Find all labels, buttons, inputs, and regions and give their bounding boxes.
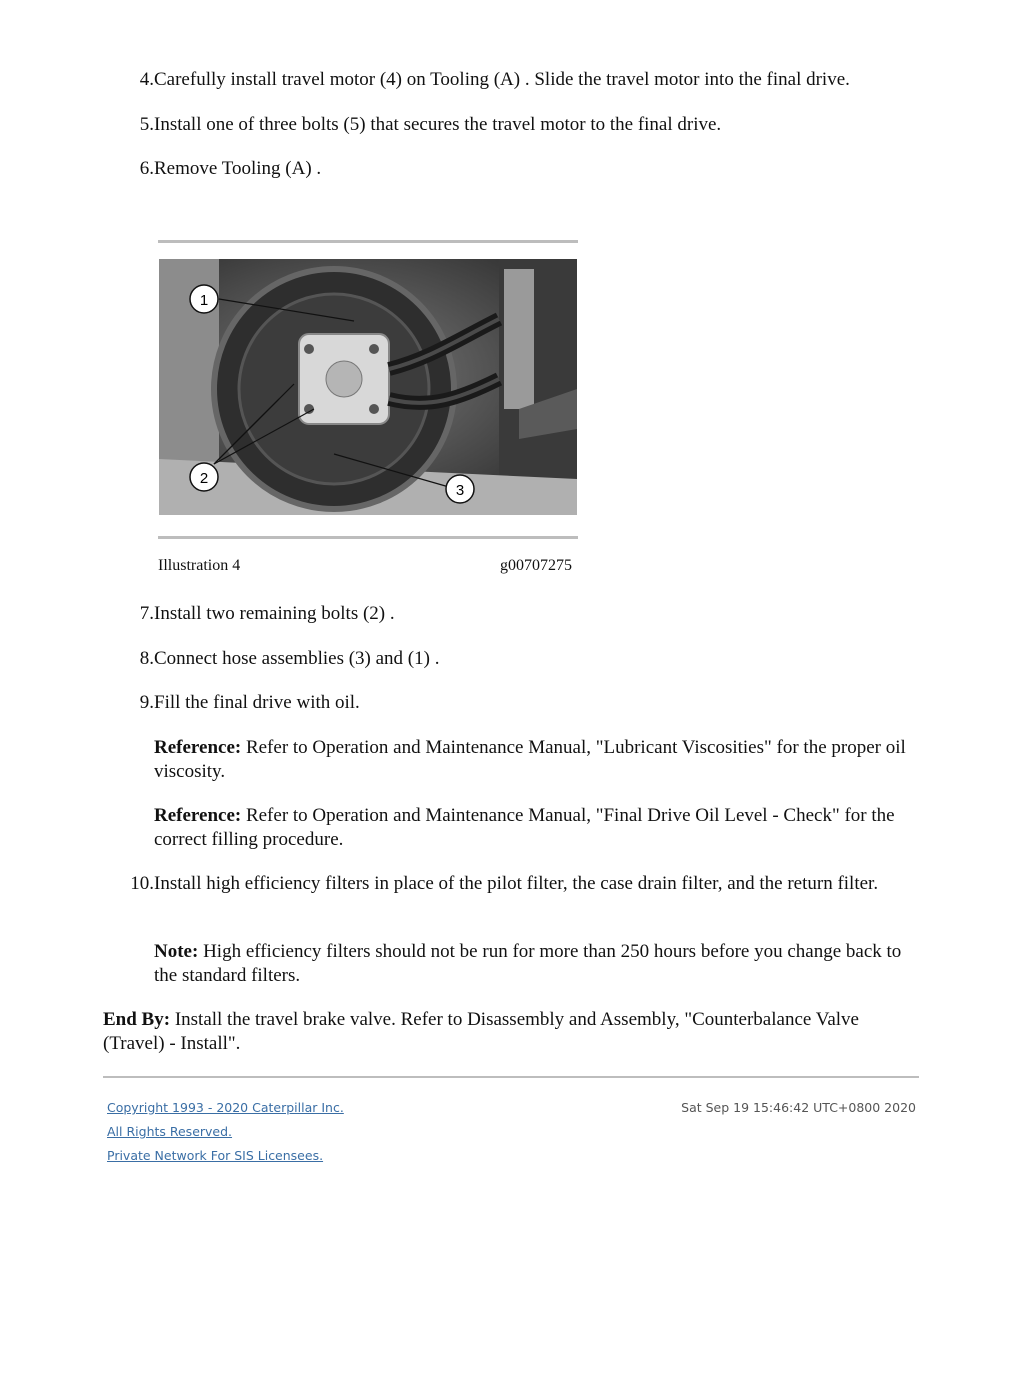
- figure-bottom-rule: [158, 536, 578, 539]
- step-number: 10.: [130, 873, 154, 894]
- step-text: Install high efficiency filters in place of the pilot filter, the case drain filter, and the return filter.: [154, 873, 879, 894]
- step-number: 4.: [139, 69, 154, 90]
- callout-3: [446, 475, 474, 503]
- step-number: 5.: [139, 114, 154, 135]
- step-text: Carefully install travel motor (4) on Tooling (A) . Slide the travel motor into the final drive.: [154, 69, 850, 90]
- end-by-label: End By:: [103, 1009, 171, 1030]
- reference-text: Refer to Operation and Maintenance Manual, "Final Drive Oil Level - Check" for the correct filling procedure.: [154, 805, 895, 850]
- end-by-text: Install the travel brake valve. Refer to Disassembly and Assembly, "Counterbalance Valve (Travel) - Install".: [103, 1009, 859, 1054]
- step-text: Install two remaining bolts (2) .: [154, 603, 395, 624]
- step-text: Install one of three bolts (5) that secures the travel motor to the final drive.: [154, 114, 722, 135]
- note-text: High efficiency filters should not be run for more than 250 hours before you change back to the standard filters.: [154, 941, 902, 986]
- step-text: Connect hose assemblies (3) and (1) .: [154, 648, 440, 669]
- step-number: 9.: [139, 692, 154, 713]
- reference-label: Reference:: [154, 737, 242, 758]
- callout-1: [190, 285, 218, 313]
- footer-rule: [103, 1076, 919, 1078]
- illustration-caption: Illustration 4: [158, 557, 241, 574]
- note-label: Note:: [154, 941, 199, 962]
- reference-oil-level: [154, 804, 914, 852]
- end-by: [103, 1008, 903, 1056]
- illustration-code: g00707275: [500, 557, 572, 574]
- step-number: 8.: [139, 648, 154, 669]
- figure-top-rule: [158, 240, 578, 243]
- rights-link[interactable]: All Rights Reserved.: [107, 1124, 233, 1139]
- copyright-link[interactable]: Copyright 1993 - 2020 Caterpillar Inc.: [107, 1100, 344, 1115]
- callout-2: [190, 463, 218, 491]
- travel-motor-photo: [159, 259, 577, 515]
- step-number: 6.: [139, 158, 154, 179]
- illustration-photo: [159, 259, 577, 515]
- reference-viscosity: [154, 736, 914, 784]
- step-text: Fill the final drive with oil.: [154, 692, 360, 713]
- step-number: 7.: [139, 603, 154, 624]
- step-text: Remove Tooling (A) .: [154, 158, 322, 179]
- timestamp: Sat Sep 19 15:46:42 UTC+0800 2020: [681, 1100, 916, 1115]
- svg-text:1: 1: [199, 292, 209, 309]
- reference-text: Refer to Operation and Maintenance Manual, "Lubricant Viscosities" for the proper oil viscosity.: [154, 737, 906, 782]
- note: [154, 940, 914, 988]
- svg-text:3: 3: [455, 482, 465, 499]
- svg-text:2: 2: [199, 470, 209, 487]
- network-link[interactable]: Private Network For SIS Licensees.: [107, 1148, 324, 1163]
- reference-label: Reference:: [154, 805, 242, 826]
